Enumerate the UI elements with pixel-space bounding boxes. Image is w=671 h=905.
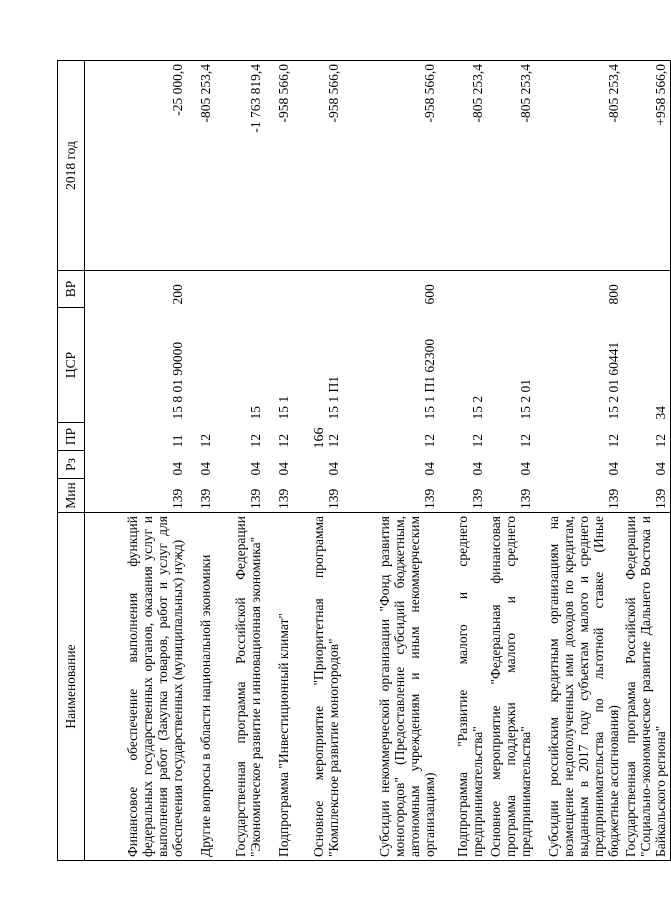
- row-rz: 04: [421, 462, 437, 476]
- row-vr: [187, 271, 215, 308]
- row-vr: [293, 271, 343, 308]
- row-min: 139: [623, 479, 671, 513]
- rotated-table-wrapper: [57, 61, 669, 861]
- row-csr: [187, 308, 215, 423]
- row-csr: 15 1 П1 62300: [421, 338, 437, 420]
- row-rz: 04: [605, 462, 621, 476]
- row-name: Другие вопросы в области национальной экономики: [187, 513, 215, 861]
- row-pr: 12: [421, 434, 437, 448]
- page-number: 166: [312, 427, 327, 449]
- table-row: [85, 61, 187, 861]
- row-name: Основное мероприятие "Приоритетная программа "Комплексное развитие моногородов": [293, 513, 343, 861]
- row-name: Финансовое обеспечение выполнения функций федеральных государственных органов, оказания услуг и выполнения работ (Закупка товаров, работ и услуг для обеспечения государственных (муниципальных) нужд): [85, 513, 187, 861]
- row-vr: 600: [343, 271, 439, 308]
- row-amount: -958 566,0: [265, 61, 293, 271]
- row-min: 139: [187, 479, 215, 513]
- row-vr: 200: [85, 271, 187, 308]
- row-pr: 12: [605, 434, 621, 448]
- row-vr: [439, 271, 487, 308]
- table-row: [343, 61, 439, 861]
- row-amount: -958 566,0: [343, 61, 439, 271]
- table-row: [293, 61, 343, 861]
- row-pr: 11: [169, 434, 185, 448]
- row-name: Подпрограмма "Инвестиционный климат": [265, 513, 293, 861]
- row-min: 139: [293, 479, 343, 513]
- row-vr: [265, 271, 293, 308]
- row-pr: 12: [275, 434, 291, 448]
- row-rz: 04: [197, 462, 213, 476]
- row-rz: 04: [623, 451, 671, 479]
- header-vr: ВР: [58, 271, 85, 308]
- row-rz: 04: [247, 462, 263, 476]
- table-row: [487, 61, 535, 861]
- row-name: Основное мероприятие "Федеральная финансовая программа поддержки малого и среднего предпринимательства": [487, 513, 535, 861]
- row-rz: 04: [325, 462, 341, 476]
- row-rz: 04: [169, 462, 185, 476]
- row-min: 139: [535, 479, 623, 513]
- row-rz: 04: [275, 462, 291, 476]
- row-pr: 12: [469, 434, 485, 448]
- table-row: [265, 61, 293, 861]
- header-name: Наименование: [58, 513, 85, 861]
- row-amount: -25 000,0: [85, 61, 187, 271]
- header-year: 2018 год: [58, 61, 85, 271]
- row-amount: -805 253,4: [439, 61, 487, 271]
- row-name: Государственная программа Российской Федерации "Социально-экономическое развитие Дальнего Востока и Байкальского региона": [623, 513, 671, 861]
- row-vr: 800: [535, 271, 623, 308]
- row-name: Подпрограмма "Развитие малого и среднего предпринимательства": [439, 513, 487, 861]
- table-row: [623, 61, 671, 861]
- row-min: 139: [439, 479, 487, 513]
- header-csr: ЦСР: [58, 308, 85, 423]
- row-name: Субсидии российским кредитным организациям на возмещение недополученных ими доходов по кредитам, выданным в 2017 году субъектам малого и среднего предпринимательства по льготной ставке (Иные бюджетные ассигнования): [535, 513, 623, 861]
- row-amount: -805 253,4: [187, 61, 215, 271]
- row-name: Государственная программа Российской Федерации "Экономическое развитие и инновационная экономика": [215, 513, 265, 861]
- row-rz: 04: [517, 462, 533, 476]
- row-pr: 12: [623, 423, 671, 451]
- row-csr: 15 2: [469, 395, 485, 420]
- row-name: Субсидии некоммерческой организации "Фонд развития моногородов" (Предоставление субсидий бюджетным, автономным учреждениям и иным некоммерческим организациям): [343, 513, 439, 861]
- row-pr: 12: [247, 434, 263, 448]
- row-csr: 15 1 П1: [325, 376, 341, 420]
- header-pr: ПР: [58, 423, 85, 451]
- row-min: 139: [215, 479, 265, 513]
- table-header-row: [58, 61, 85, 861]
- row-min: 139: [85, 479, 187, 513]
- header-min: Мин: [58, 479, 85, 513]
- row-csr: 15 2 01: [517, 379, 533, 420]
- row-pr: 12: [325, 434, 341, 448]
- row-pr: 12: [517, 434, 533, 448]
- row-pr: 12: [197, 434, 213, 448]
- row-csr: 15 8 01 90000: [169, 341, 185, 420]
- row-amount: -805 253,4: [535, 61, 623, 271]
- budget-table: [57, 60, 671, 861]
- header-rz: Рз: [58, 451, 85, 479]
- row-vr: [487, 271, 535, 308]
- table-row: [439, 61, 487, 861]
- row-amount: -958 566,0: [293, 61, 343, 271]
- table-row: [215, 61, 265, 861]
- row-csr: 15 1: [275, 395, 291, 420]
- row-csr: 15: [247, 406, 263, 420]
- row-vr: [215, 271, 265, 308]
- row-csr: 34: [623, 308, 671, 423]
- row-csr: 15 2 01 60441: [605, 341, 621, 420]
- row-amount: -805 253,4: [487, 61, 535, 271]
- row-vr: [623, 271, 671, 308]
- row-min: 139: [343, 479, 439, 513]
- table-row: [535, 61, 623, 861]
- row-amount: -1 763 819,4: [215, 61, 265, 271]
- table-row: [187, 61, 215, 861]
- row-min: 139: [265, 479, 293, 513]
- row-rz: 04: [469, 462, 485, 476]
- row-amount: +958 566,0: [623, 61, 671, 271]
- row-min: 139: [487, 479, 535, 513]
